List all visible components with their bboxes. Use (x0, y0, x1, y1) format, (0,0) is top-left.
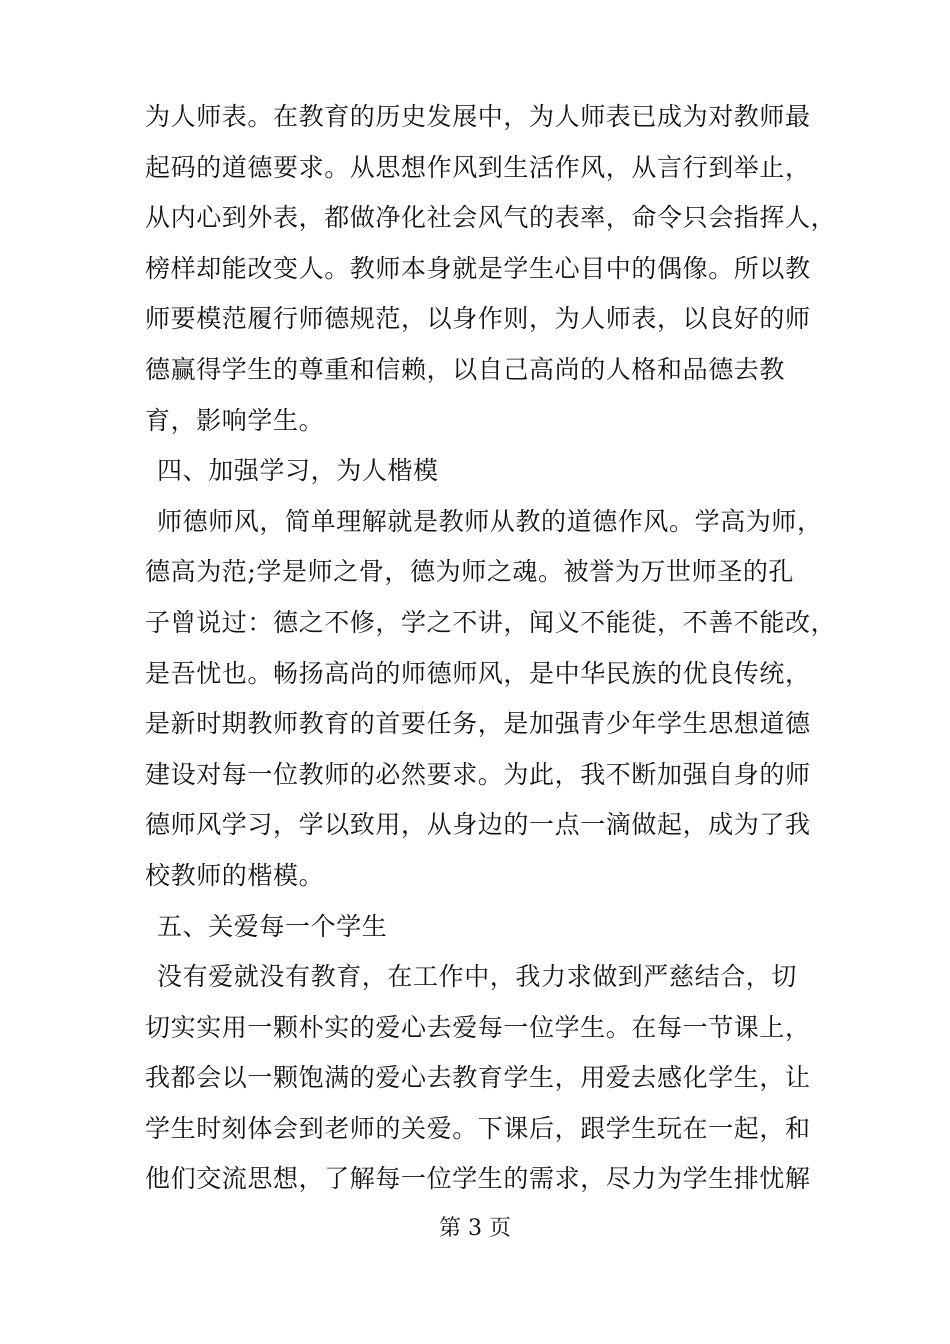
document-body (145, 92, 837, 1205)
text-line: 德师风学习，学以致用，从身边的一点一滴做起，成为了我 (145, 810, 811, 840)
text-line: 从内心到外表，都做净化社会风气的表率，命令只会指挥人， (145, 203, 837, 233)
text-line: 学生时刻体会到老师的关爱。下课后，跟学生玩在一起，和 (145, 1113, 811, 1143)
text-line: 校教师的楷模。 (145, 860, 325, 890)
page-number: 第 3 页 (439, 1216, 511, 1241)
text-line: 是吾忧也。畅扬高尚的师德师风，是中华民族的优良传统， (145, 658, 811, 688)
text-line: 育，影响学生。 (145, 405, 325, 435)
section-heading: 四、加强学习，为人楷模 (157, 456, 439, 486)
text-line: 我都会以一颗饱满的爱心去教育学生，用爱去感化学生，让 (145, 1063, 811, 1093)
text-line: 没有爱就没有教育，在工作中，我力求做到严慈结合，切 (157, 962, 798, 992)
text-line: 是新时期教师教育的首要任务，是加强青少年学生思想道德 (145, 709, 811, 739)
section-heading: 五、关爱每一个学生 (157, 911, 388, 941)
text-line: 德高为范;学是师之骨，德为师之魂。被誉为万世师圣的孔 (145, 557, 795, 587)
text-line: 切实实用一颗朴实的爱心去爱每一位学生。在每一节课上， (145, 1012, 811, 1042)
text-line: 子曾说过：德之不修，学之不讲，闻义不能徙，不善不能改， (145, 607, 837, 637)
text-line: 他们交流思想，了解每一位学生的需求，尽力为学生排忧解 (145, 1164, 811, 1194)
text-line: 榜样却能改变人。教师本身就是学生心目中的偶像。所以教 (145, 253, 811, 283)
text-line: 起码的道德要求。从思想作风到生活作风，从言行到举止， (145, 152, 811, 182)
text-line: 师德师风，简单理解就是教师从教的道德作风。学高为师， (157, 506, 823, 536)
text-line: 德赢得学生的尊重和信赖，以自己高尚的人格和品德去教 (145, 354, 786, 384)
text-line: 建设对每一位教师的必然要求。为此，我不断加强自身的师 (145, 759, 811, 789)
text-line: 师要模范履行师德规范，以身作则，为人师表，以良好的师 (145, 304, 811, 334)
text-line: 为人师表。在教育的历史发展中，为人师表已成为对教师最 (145, 102, 811, 131)
